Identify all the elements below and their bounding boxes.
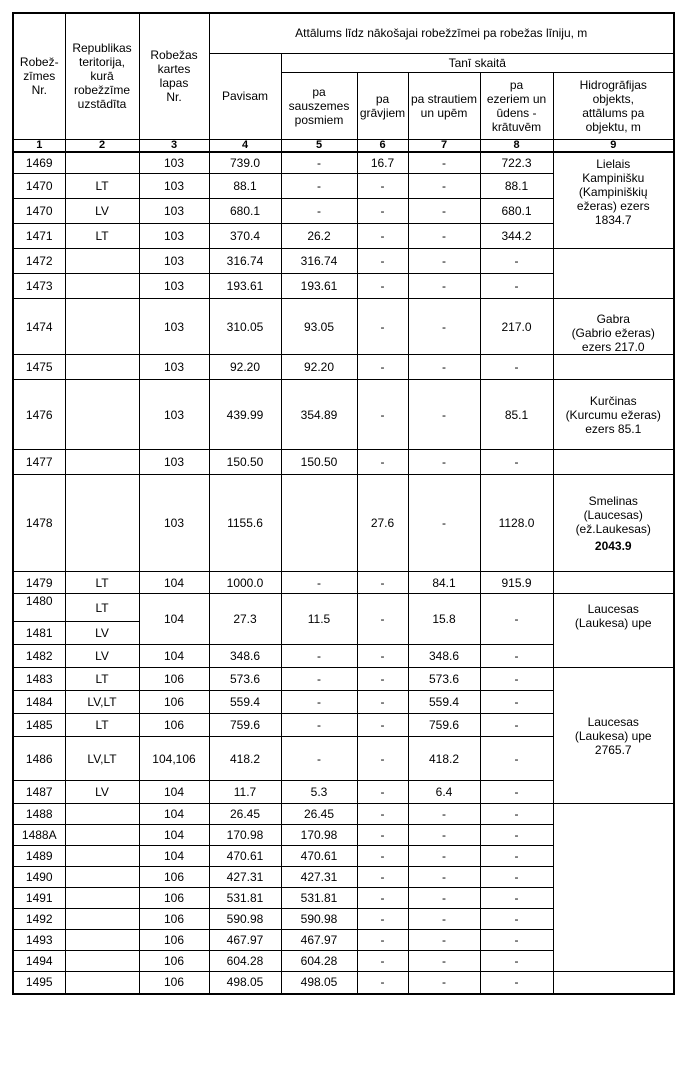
cell-sheet: 104 (139, 781, 209, 804)
cell-sheet: 103 (139, 249, 209, 274)
cell-land: 11.5 (281, 594, 357, 645)
cell-total: 1155.6 (209, 475, 281, 572)
cell-ditch: - (357, 645, 408, 668)
cell-sheet: 106 (139, 909, 209, 930)
col-number: 7 (408, 139, 480, 152)
table-row (13, 249, 674, 274)
cell-nr: 1493 (13, 930, 65, 951)
cell-stream: - (408, 299, 480, 355)
cell-nr: 1472 (13, 249, 65, 274)
cell-sheet: 103 (139, 274, 209, 299)
cell-territory (65, 867, 139, 888)
cell-sheet: 104 (139, 645, 209, 668)
cell-ditch: - (357, 450, 408, 475)
cell-lake: - (480, 645, 553, 668)
cell-lake: - (480, 867, 553, 888)
cell-lake: - (480, 888, 553, 909)
cell-territory: LT (65, 572, 139, 594)
cell-ditch: - (357, 274, 408, 299)
table-row (13, 380, 674, 450)
cell-nr: 1489 (13, 846, 65, 867)
cell-land: - (281, 152, 357, 174)
header-ditch: pa grāvjiem (357, 72, 408, 139)
cell-territory (65, 355, 139, 380)
cell-sheet: 103 (139, 152, 209, 174)
cell-ditch: - (357, 867, 408, 888)
cell-stream: 759.6 (408, 714, 480, 737)
cell-sheet: 104 (139, 594, 209, 645)
cell-lake: - (480, 355, 553, 380)
table-row (13, 668, 674, 691)
cell-territory: LV (65, 622, 139, 645)
cell-ditch: - (357, 174, 408, 199)
cell-total: 498.05 (209, 972, 281, 994)
cell-stream: 6.4 (408, 781, 480, 804)
cell-stream: - (408, 199, 480, 224)
cell-lake: 85.1 (480, 380, 553, 450)
hydro-empty (553, 355, 674, 380)
cell-total: 88.1 (209, 174, 281, 199)
cell-total: 193.61 (209, 274, 281, 299)
cell-lake: - (480, 909, 553, 930)
cell-territory: LT (65, 714, 139, 737)
cell-ditch: - (357, 951, 408, 972)
hydro-smelinas (553, 475, 674, 572)
cell-ditch: - (357, 909, 408, 930)
cell-land: 26.45 (281, 804, 357, 825)
col-number: 6 (357, 139, 408, 152)
cell-land: 26.2 (281, 224, 357, 249)
cell-nr: 1479 (13, 572, 65, 594)
cell-ditch: - (357, 825, 408, 846)
cell-ditch: - (357, 380, 408, 450)
table-row (13, 450, 674, 475)
hydro-empty (553, 972, 674, 994)
cell-total: 439.99 (209, 380, 281, 450)
header-territory: Republikas teritorija, kurā robežzīme uzstādīta (65, 13, 139, 139)
cell-nr: 1476 (13, 380, 65, 450)
cell-stream: - (408, 972, 480, 994)
cell-stream: - (408, 930, 480, 951)
cell-total: 310.05 (209, 299, 281, 355)
hydro-smelinas-name: Smelinas (Laucesas) (ež.Laukesas) (575, 493, 651, 536)
cell-lake: - (480, 249, 553, 274)
cell-territory (65, 249, 139, 274)
cell-lake: - (480, 951, 553, 972)
col-number: 1 (13, 139, 65, 152)
cell-total: 150.50 (209, 450, 281, 475)
cell-sheet: 104 (139, 804, 209, 825)
cell-sheet: 106 (139, 668, 209, 691)
cell-lake: 344.2 (480, 224, 553, 249)
table-row (13, 299, 674, 355)
cell-stream: - (408, 274, 480, 299)
cell-stream: - (408, 867, 480, 888)
cell-territory: LT (65, 174, 139, 199)
cell-nr: 1488 (13, 804, 65, 825)
cell-lake: - (480, 781, 553, 804)
cell-lake: 722.3 (480, 152, 553, 174)
cell-territory (65, 804, 139, 825)
cell-sheet: 103 (139, 355, 209, 380)
cell-nr: 1482 (13, 645, 65, 668)
cell-sheet: 106 (139, 867, 209, 888)
cell-land: 354.89 (281, 380, 357, 450)
cell-lake: - (480, 714, 553, 737)
cell-nr: 1480 (13, 594, 65, 622)
cell-land: - (281, 174, 357, 199)
cell-territory (65, 450, 139, 475)
cell-nr: 1474 (13, 299, 65, 355)
cell-sheet: 103 (139, 174, 209, 199)
cell-total: 170.98 (209, 825, 281, 846)
cell-territory: LV,LT (65, 691, 139, 714)
cell-territory: LV (65, 199, 139, 224)
cell-land: 92.20 (281, 355, 357, 380)
cell-lake: - (480, 691, 553, 714)
cell-territory (65, 380, 139, 450)
cell-land: 604.28 (281, 951, 357, 972)
cell-nr: 1484 (13, 691, 65, 714)
cell-stream: - (408, 355, 480, 380)
header-distance: Attālums līdz nākošajai robežzīmei pa robežas līniju, m (209, 13, 674, 53)
cell-stream: - (408, 804, 480, 825)
cell-land: - (281, 645, 357, 668)
cell-lake: - (480, 450, 553, 475)
header-marker-nr: Robež- zīmes Nr. (13, 13, 65, 139)
cell-ditch: 16.7 (357, 152, 408, 174)
cell-stream: - (408, 152, 480, 174)
header-total: Pavisam (209, 53, 281, 139)
cell-sheet: 106 (139, 951, 209, 972)
cell-lake: 88.1 (480, 174, 553, 199)
cell-stream: 559.4 (408, 691, 480, 714)
cell-lake: - (480, 804, 553, 825)
cell-land: - (281, 714, 357, 737)
cell-land: 427.31 (281, 867, 357, 888)
table-row (13, 152, 674, 174)
cell-total: 559.4 (209, 691, 281, 714)
cell-total: 467.97 (209, 930, 281, 951)
cell-total: 11.7 (209, 781, 281, 804)
cell-nr: 1471 (13, 224, 65, 249)
cell-nr: 1475 (13, 355, 65, 380)
cell-nr: 1485 (13, 714, 65, 737)
cell-sheet: 103 (139, 475, 209, 572)
cell-sheet: 106 (139, 930, 209, 951)
cell-stream: - (408, 174, 480, 199)
cell-sheet: 104 (139, 825, 209, 846)
cell-total: 470.61 (209, 846, 281, 867)
cell-stream: - (408, 888, 480, 909)
cell-lake: - (480, 737, 553, 781)
cell-total: 604.28 (209, 951, 281, 972)
boundary-marker-table (12, 12, 675, 995)
cell-sheet: 106 (139, 691, 209, 714)
cell-sheet: 103 (139, 224, 209, 249)
cell-lake: - (480, 972, 553, 994)
cell-land: - (281, 691, 357, 714)
hydro-empty (553, 450, 674, 475)
hydro-empty (553, 572, 674, 594)
cell-nr: 1490 (13, 867, 65, 888)
cell-nr: 1470 (13, 174, 65, 199)
hydro-smelinas-value: 2043.9 (594, 538, 632, 553)
cell-sheet: 104 (139, 572, 209, 594)
cell-nr: 1495 (13, 972, 65, 994)
cell-sheet: 106 (139, 972, 209, 994)
cell-nr: 1470 (13, 199, 65, 224)
cell-sheet: 103 (139, 450, 209, 475)
cell-total: 27.3 (209, 594, 281, 645)
cell-territory (65, 152, 139, 174)
cell-ditch: - (357, 299, 408, 355)
cell-land: - (281, 668, 357, 691)
table-row (13, 594, 674, 622)
cell-ditch: - (357, 930, 408, 951)
cell-nr: 1478 (13, 475, 65, 572)
header-lake: pa ezeriem un ūdens - krātuvēm (480, 72, 553, 139)
hydro-laucesas-2: Laucesas (Laukesa) upe 2765.7 (553, 668, 674, 804)
cell-ditch: - (357, 224, 408, 249)
cell-total: 739.0 (209, 152, 281, 174)
table-row (13, 572, 674, 594)
cell-land: 467.97 (281, 930, 357, 951)
cell-land: - (281, 199, 357, 224)
cell-sheet: 106 (139, 888, 209, 909)
cell-lake: - (480, 930, 553, 951)
cell-total: 418.2 (209, 737, 281, 781)
cell-land: 531.81 (281, 888, 357, 909)
cell-nr: 1491 (13, 888, 65, 909)
cell-territory (65, 951, 139, 972)
cell-lake: - (480, 825, 553, 846)
cell-total: 531.81 (209, 888, 281, 909)
table-row (13, 475, 674, 572)
cell-total: 370.4 (209, 224, 281, 249)
cell-lake: 217.0 (480, 299, 553, 355)
cell-lake: 680.1 (480, 199, 553, 224)
cell-stream: 84.1 (408, 572, 480, 594)
cell-sheet: 103 (139, 380, 209, 450)
cell-territory (65, 475, 139, 572)
cell-ditch: - (357, 668, 408, 691)
cell-ditch: - (357, 249, 408, 274)
cell-stream: - (408, 249, 480, 274)
cell-stream: 15.8 (408, 594, 480, 645)
cell-stream: - (408, 846, 480, 867)
cell-territory: LT (65, 668, 139, 691)
cell-total: 573.6 (209, 668, 281, 691)
cell-lake: 1128.0 (480, 475, 553, 572)
cell-territory: LV (65, 645, 139, 668)
hydro-kurcinas: Kurčinas (Kurcumu ežeras) ezers 85.1 (553, 380, 674, 450)
cell-territory (65, 888, 139, 909)
cell-lake: 915.9 (480, 572, 553, 594)
cell-ditch: - (357, 714, 408, 737)
hydro-gabra: Gabra (Gabrio ežeras) ezers 217.0 (553, 299, 674, 355)
cell-land: 470.61 (281, 846, 357, 867)
cell-land: - (281, 737, 357, 781)
cell-territory (65, 930, 139, 951)
col-number: 2 (65, 139, 139, 152)
cell-ditch: - (357, 691, 408, 714)
cell-ditch: - (357, 594, 408, 645)
cell-total: 1000.0 (209, 572, 281, 594)
cell-territory: LV,LT (65, 737, 139, 781)
header-map-sheet: Robežas kartes lapas Nr. (139, 13, 209, 139)
cell-total: 680.1 (209, 199, 281, 224)
cell-land: 170.98 (281, 825, 357, 846)
table-row (13, 804, 674, 825)
cell-sheet: 104,106 (139, 737, 209, 781)
cell-ditch: - (357, 972, 408, 994)
cell-territory (65, 972, 139, 994)
cell-lake: - (480, 846, 553, 867)
cell-stream: - (408, 224, 480, 249)
cell-territory: LV (65, 781, 139, 804)
cell-total: 92.20 (209, 355, 281, 380)
cell-land: 93.05 (281, 299, 357, 355)
cell-land: - (281, 572, 357, 594)
cell-ditch: - (357, 572, 408, 594)
cell-nr: 1483 (13, 668, 65, 691)
cell-stream: - (408, 475, 480, 572)
cell-sheet: 104 (139, 846, 209, 867)
cell-total: 759.6 (209, 714, 281, 737)
cell-land (281, 475, 357, 572)
cell-ditch: - (357, 781, 408, 804)
cell-territory (65, 825, 139, 846)
table-row (13, 972, 674, 994)
cell-territory (65, 909, 139, 930)
cell-nr: 1494 (13, 951, 65, 972)
cell-nr: 1488A (13, 825, 65, 846)
cell-ditch: - (357, 355, 408, 380)
cell-sheet: 106 (139, 714, 209, 737)
cell-ditch: - (357, 199, 408, 224)
header-stream: pa strautiem un upēm (408, 72, 480, 139)
header-land: pa sauszemes posmiem (281, 72, 357, 139)
cell-nr: 1492 (13, 909, 65, 930)
cell-stream: 348.6 (408, 645, 480, 668)
cell-sheet: 103 (139, 299, 209, 355)
cell-land: 590.98 (281, 909, 357, 930)
cell-nr: 1487 (13, 781, 65, 804)
cell-nr: 1473 (13, 274, 65, 299)
cell-stream: 418.2 (408, 737, 480, 781)
cell-total: 26.45 (209, 804, 281, 825)
cell-territory (65, 299, 139, 355)
cell-ditch: - (357, 737, 408, 781)
cell-stream: - (408, 450, 480, 475)
header-hydro: Hidrogrāfijas objekts, attālums pa objektu, m (553, 72, 674, 139)
hydro-empty (553, 804, 674, 972)
cell-total: 590.98 (209, 909, 281, 930)
cell-land: 150.50 (281, 450, 357, 475)
cell-lake: - (480, 668, 553, 691)
cell-land: 5.3 (281, 781, 357, 804)
col-number: 3 (139, 139, 209, 152)
cell-territory (65, 846, 139, 867)
cell-nr: 1469 (13, 152, 65, 174)
cell-sheet: 103 (139, 199, 209, 224)
cell-lake: - (480, 594, 553, 645)
col-number: 9 (553, 139, 674, 152)
cell-stream: 573.6 (408, 668, 480, 691)
cell-territory: LT (65, 224, 139, 249)
hydro-laucesas-1: Laucesas (Laukesa) upe (553, 594, 674, 668)
cell-total: 427.31 (209, 867, 281, 888)
cell-land: 193.61 (281, 274, 357, 299)
cell-territory (65, 274, 139, 299)
cell-stream: - (408, 825, 480, 846)
cell-land: 498.05 (281, 972, 357, 994)
col-number: 8 (480, 139, 553, 152)
cell-total: 316.74 (209, 249, 281, 274)
cell-nr: 1481 (13, 622, 65, 645)
cell-ditch: 27.6 (357, 475, 408, 572)
cell-stream: - (408, 380, 480, 450)
cell-ditch: - (357, 888, 408, 909)
cell-lake: - (480, 274, 553, 299)
cell-stream: - (408, 951, 480, 972)
cell-nr: 1477 (13, 450, 65, 475)
boundary-table-sheet (12, 12, 675, 995)
header-including: Tanī skaitā (281, 53, 674, 72)
col-number: 5 (281, 139, 357, 152)
cell-territory: LT (65, 594, 139, 622)
col-number: 4 (209, 139, 281, 152)
table-row (13, 355, 674, 380)
cell-ditch: - (357, 804, 408, 825)
cell-ditch: - (357, 846, 408, 867)
cell-land: 316.74 (281, 249, 357, 274)
cell-total: 348.6 (209, 645, 281, 668)
hydro-empty (553, 249, 674, 299)
hydro-kampinisku: Lielais Kampinišku (Kampiniškių ežeras) ezers 1834.7 (553, 152, 674, 249)
cell-stream: - (408, 909, 480, 930)
cell-nr: 1486 (13, 737, 65, 781)
